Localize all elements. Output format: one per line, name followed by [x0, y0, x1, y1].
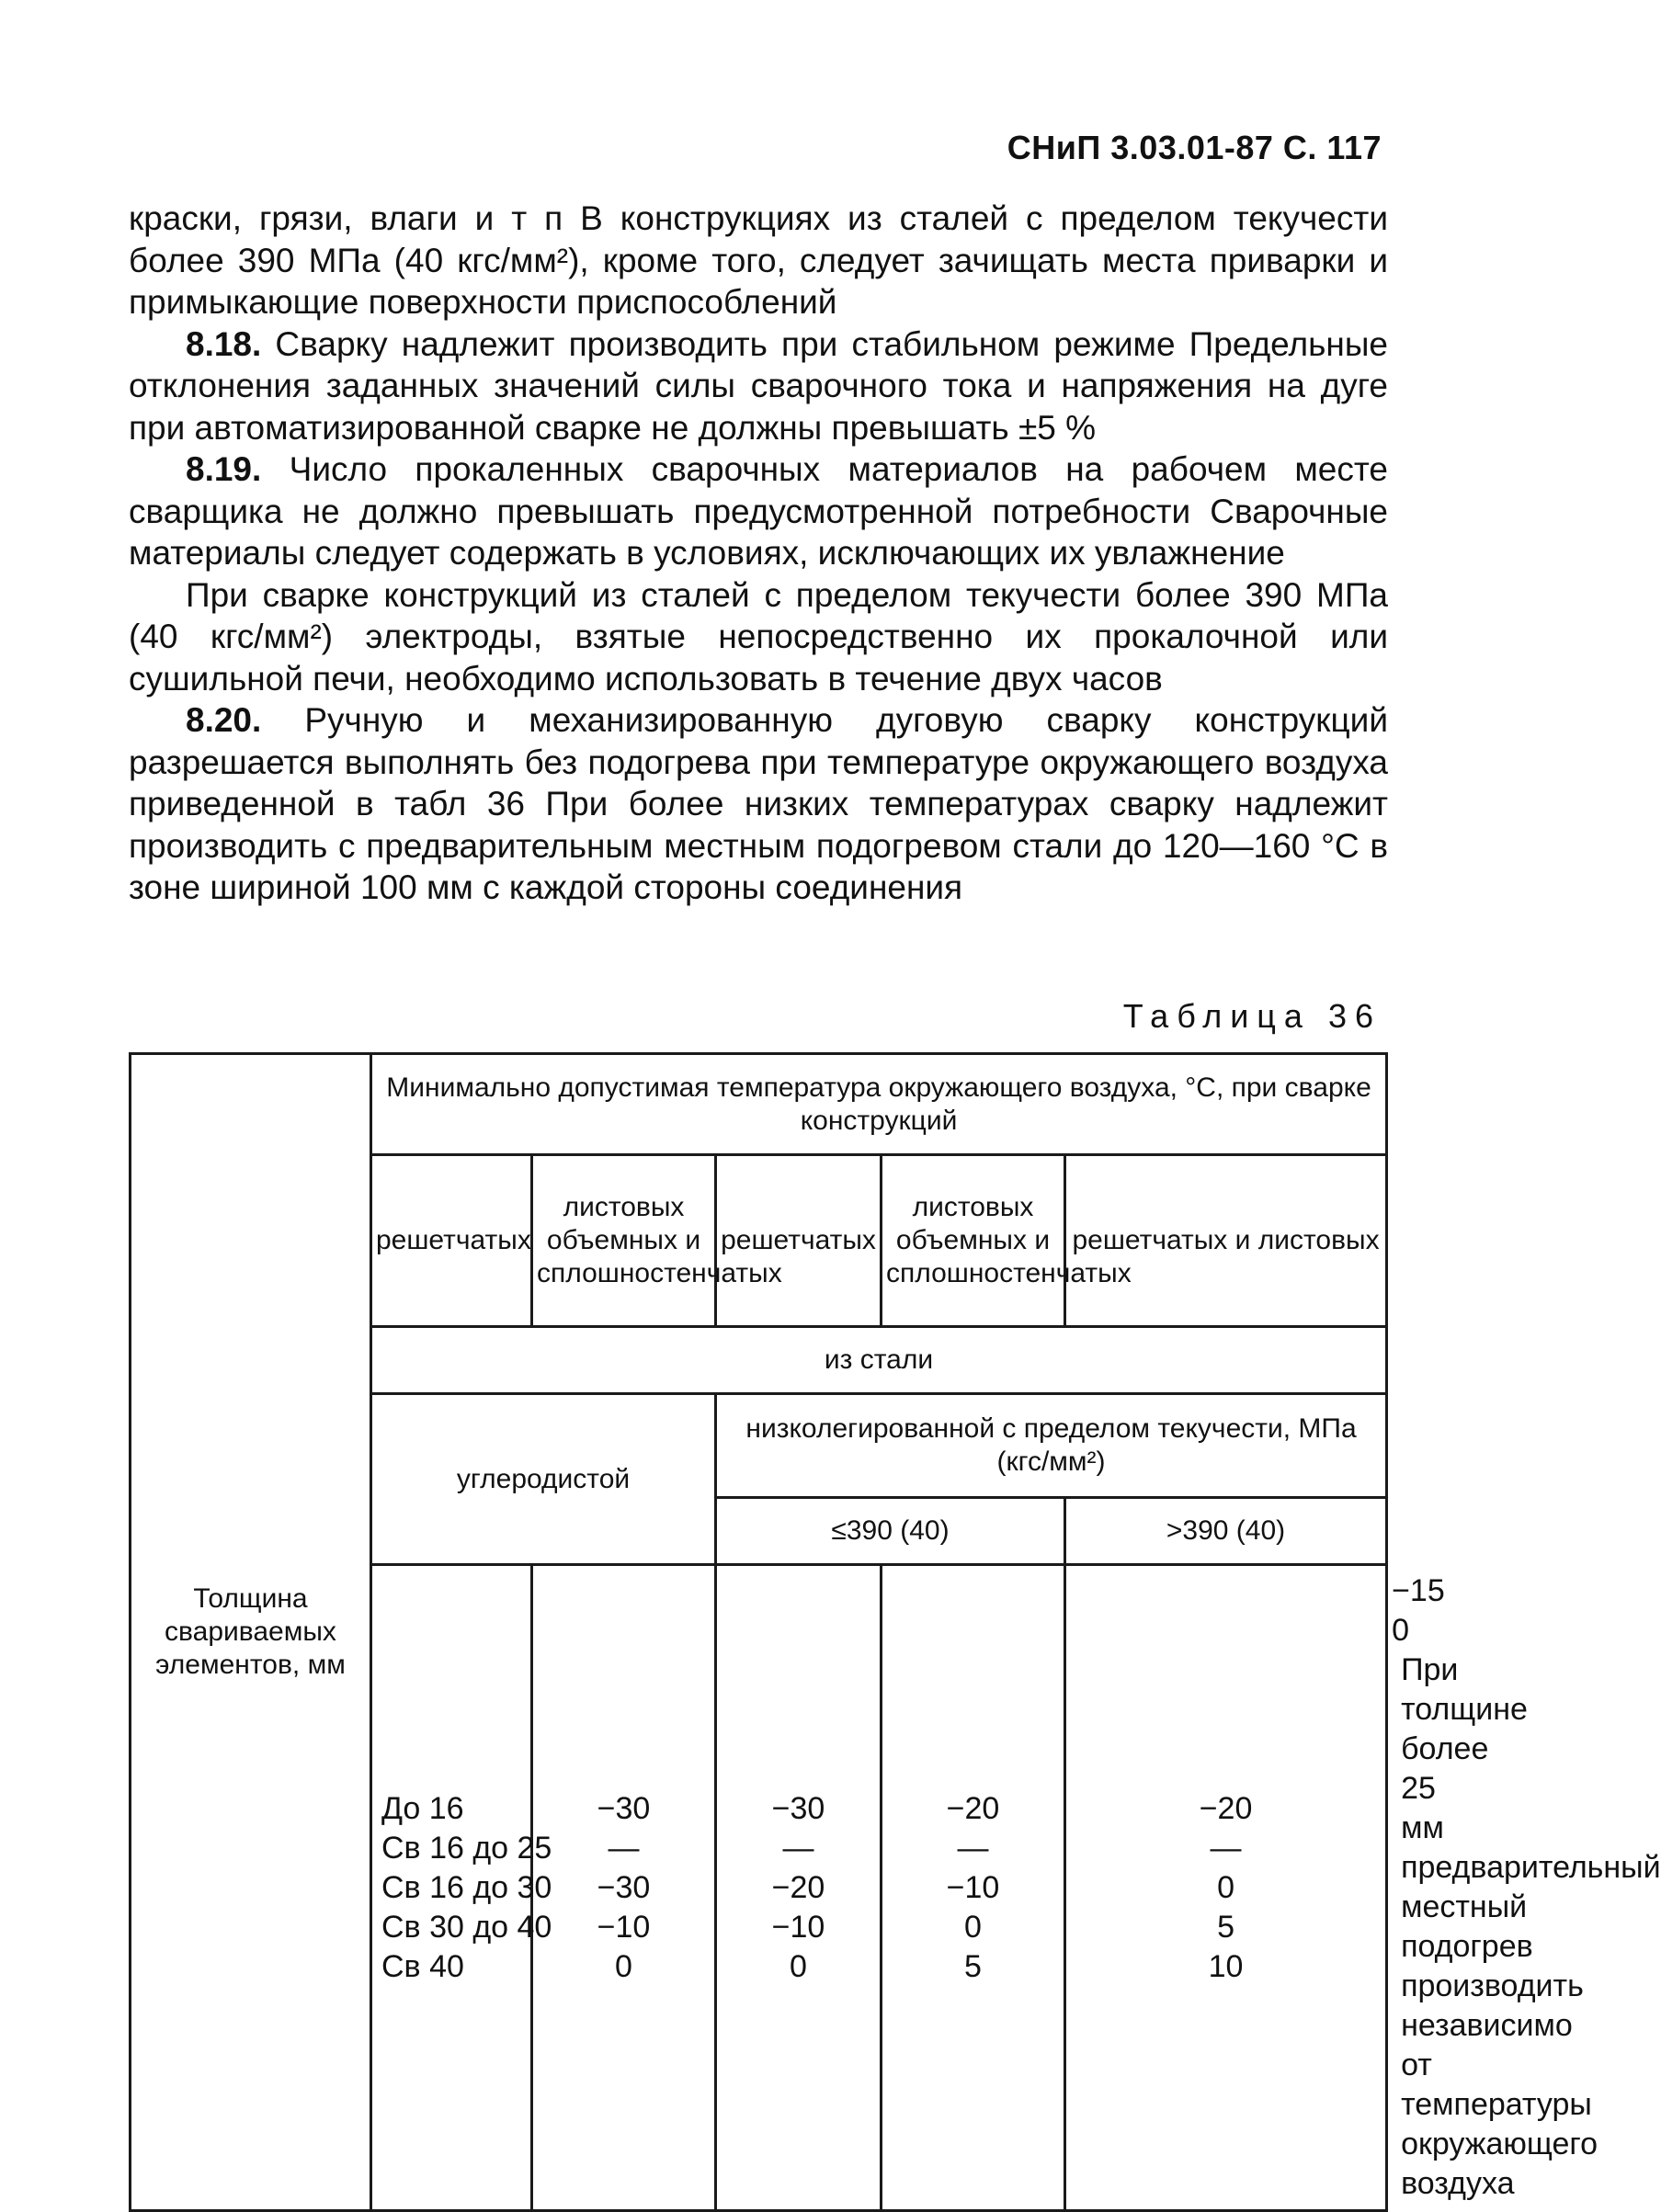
grade-le-390: ≤390 (40) [716, 1498, 1065, 1565]
temperature-value: 0 [790, 1948, 807, 1984]
lowalloy-sheet-column [1065, 1565, 1387, 2211]
clause-number: 8.20. [186, 701, 262, 739]
steel-header: из стали [371, 1327, 1387, 1394]
temperature-value: −20 [946, 1790, 1000, 1826]
clause-text: Ручную и механизированную дуговую сварку конструкций разрешается выполнять без подогрева при температуре окружающего воздуха приведенной в табл 36 При более низких температурах сварку надлежит производить с предварительным местным подогревом стали до 120—160 °С в зоне шириной 100 мм с каждой стороны соединения [129, 701, 1388, 906]
thickness-value: Св 40 [381, 1948, 464, 1984]
thickness-value: Св 30 до 40 [381, 1909, 552, 1945]
temperature-value: 10 [1208, 1948, 1244, 1984]
running-head: СНиП 3.03.01-87 С. 117 [1007, 129, 1382, 166]
clause-8-20 [129, 699, 1388, 909]
clause-text: Сварку надлежит производить при стабильном режиме Предельные отклонения заданных значений силы сварочного тока и напряжения на дуге при автоматизированной сварке не должны превышать ±5 % [129, 324, 1388, 447]
clause-number: 8.18. [186, 324, 262, 363]
clause-8-19 [129, 448, 1388, 574]
thickness-column [371, 1565, 552, 2211]
col-header-sheet: листовых объемных и сплошностенчатых [882, 1155, 1065, 1327]
thickness-header: Толщина свариваемых элементов, мм [131, 1054, 371, 2211]
carbon-sheet-column [716, 1565, 882, 2211]
thickness-value: Св 16 до 30 [381, 1869, 552, 1905]
col-header-lattice: решетчатых [716, 1155, 882, 1327]
temperature-value: −30 [597, 1790, 651, 1826]
temperature-value: −20 [1199, 1790, 1253, 1826]
temperature-value: 5 [1217, 1909, 1234, 1945]
temperature-header: Минимально допустимая температура окружающего воздуха, °С, при сварке конструкций [371, 1054, 1387, 1155]
preheat-note: При толщине более 25 мм предварительный местный подогрев производить независимо от температуры окружающего воздуха [1401, 1652, 1661, 2201]
temperature-value: — [608, 1830, 640, 1866]
table-caption: Таблица 36 [1122, 997, 1382, 1035]
thickness-value: До 16 [381, 1790, 464, 1826]
temperature-value: 0 [964, 1909, 982, 1945]
temperature-value: −10 [597, 1909, 651, 1945]
paragraph-continuation: краски, грязи, влаги и т п В конструкциях из сталей с пределом текучести более 390 МПа (40 кгс/мм²), кроме того, следует зачищать места приварки и примыкающие поверхности приспособлений [129, 199, 1388, 321]
col-header-sheet: листовых объемных и сплошностенчатых [532, 1155, 716, 1327]
carbon-lattice-column [532, 1565, 716, 2211]
welding-temperature-table: Толщина свариваемых элементов, мм Минимально допустимая температура окружающего воздуха, °С, при сварке конструкций решетчатых листовых объемных и сплошностенчатых решетчатых листовых объемных и сплошностенчатых решетчатых и листовых из стали углеродистой низколегированной с пределом текучести, МПа (кгс/мм²) ≤390 (40) >390 (40) До 16 Св 16 до 25 Св 16 до 30 Св 30 до 40 Св 40 −30 — −30 −10 0 −30 — −20 −10 0 −20 — −10 0 5 −20 — 0 5 10 −15 0 При толщине более 25 мм предварительный местный подогрев производить независимо от температуры окружающего воздуха [129, 1052, 1388, 2212]
grade-gt-390: >390 (40) [1065, 1498, 1387, 1565]
clause-text: Число прокаленных сварочных материалов на рабочем месте сварщика не должно превышать предусмотренной потребности Сварочные материалы следует содержать в условиях, исключающих их увлажнение [129, 450, 1388, 572]
low-alloy-steel-header: низколегированной с пределом текучести, МПа (кгс/мм²) [716, 1394, 1387, 1498]
carbon-steel-header: углеродистой [371, 1394, 716, 1565]
clause-number: 8.19. [186, 450, 262, 488]
col-header-lattice-and-sheet: решетчатых и листовых [1065, 1155, 1387, 1327]
col-header-lattice: решетчатых [371, 1155, 532, 1327]
temperature-value: −10 [771, 1909, 825, 1945]
body-text [129, 198, 1388, 909]
thickness-value: Св 16 до 25 [381, 1830, 552, 1866]
temperature-value: 0 [1217, 1869, 1234, 1905]
temperature-value: −20 [771, 1869, 825, 1905]
temperature-value: — [1210, 1830, 1242, 1866]
temperature-value: 5 [964, 1948, 982, 1984]
temperature-value: −30 [597, 1869, 651, 1905]
clause-8-18 [129, 323, 1388, 449]
lowalloy-lattice-column [882, 1565, 1065, 2211]
temperature-value: −30 [771, 1790, 825, 1826]
temperature-value: −10 [946, 1869, 1000, 1905]
paragraph-electrodes: При сварке конструкций из сталей с пределом текучести более 390 МПа (40 кгс/мм²) электроды, взятые непосредственно их прокалочной или сушильной печи, необходимо использовать в течение двух часов [129, 575, 1388, 698]
temperature-value: 0 [615, 1948, 632, 1984]
temperature-value: — [957, 1830, 989, 1866]
temperature-value: — [782, 1830, 814, 1866]
